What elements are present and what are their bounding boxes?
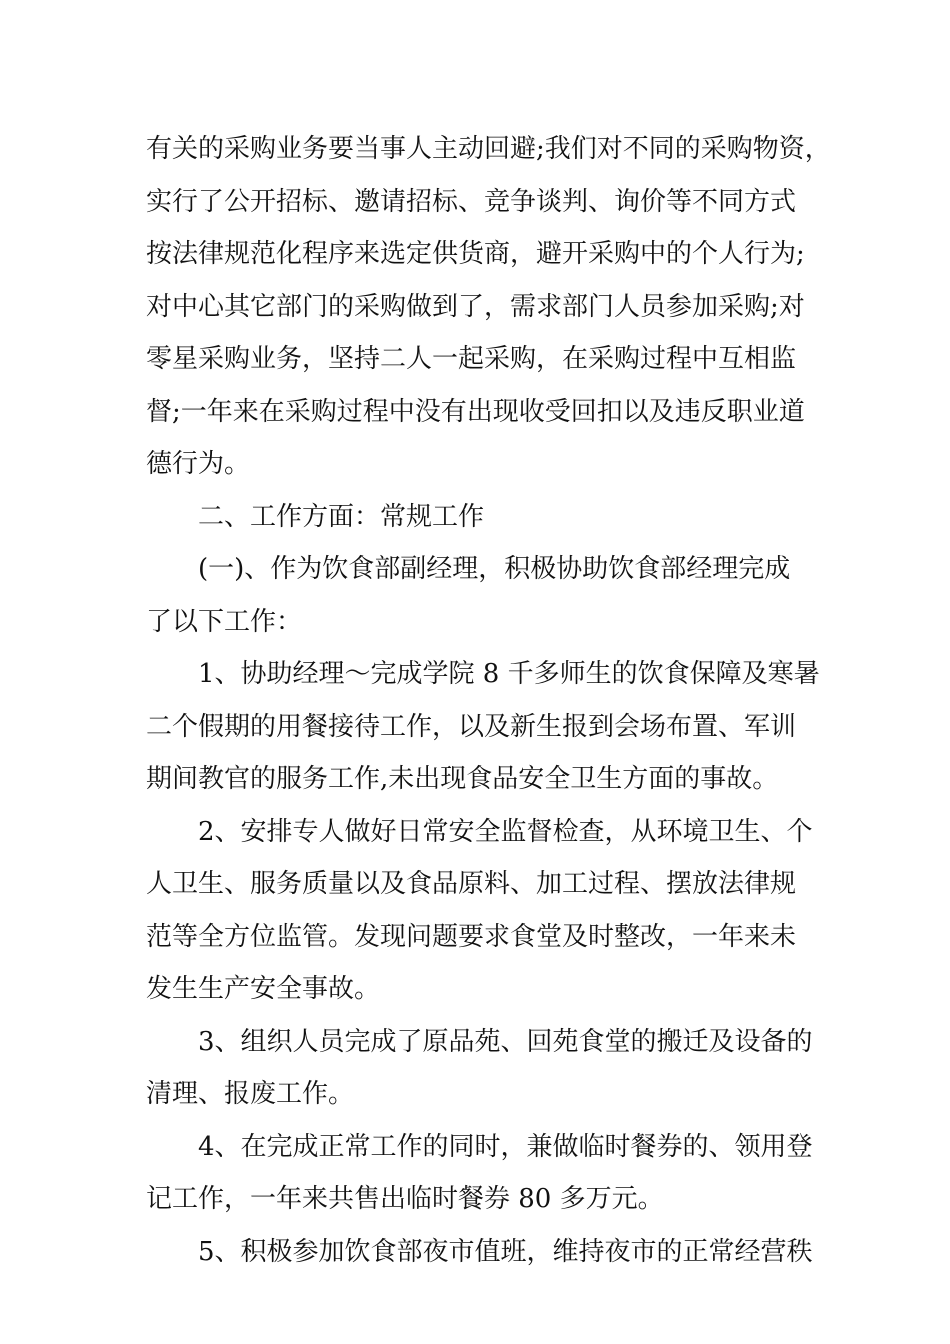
- subsection-heading: (一)、作为饮食部副经理，积极协助饮食部经理完成: [198, 554, 791, 584]
- body-text: [146, 123, 831, 1278]
- text-line: 记工作，一年来共售出临时餐券 80 多万元。: [146, 1184, 664, 1214]
- list-item-5: 5、积极参加饮食部夜市值班，维持夜市的正常经营秩: [198, 1236, 813, 1267]
- text-line: 了以下工作：: [146, 606, 303, 637]
- text-line: 按法律规范化程序来选定供货商，避开采购中的个人行为;: [146, 239, 805, 269]
- text-line: 发生生产安全事故。: [146, 974, 381, 1004]
- text-line: 对中心其它部门的采购做到了，需求部门人员参加采购;对: [146, 291, 805, 322]
- text-line: 范等全方位监管。发现问题要求食堂及时整改，一年来未: [146, 921, 797, 952]
- list-item-4: 4、在完成正常工作的同时，兼做临时餐券的、领用登: [198, 1131, 813, 1162]
- text-line: 人卫生、服务质量以及食品原料、加工过程、摆放法律规: [146, 869, 797, 899]
- list-item-2: 2、安排专人做好日常安全监督检查，从环境卫生、个: [198, 816, 813, 847]
- text-line: 有关的采购业务要当事人主动回避;我们对不同的采购物资，: [146, 134, 831, 164]
- list-item-1: 1、协助经理～完成学院 8 千多师生的饮食保障及寒暑: [198, 659, 820, 689]
- section-heading: 二、工作方面：常规工作: [198, 501, 485, 532]
- text-line: 二个假期的用餐接待工作，以及新生报到会场布置、军训: [146, 711, 797, 742]
- text-line: 督;一年来在采购过程中没有出现收受回扣以及违反职业道: [146, 396, 805, 427]
- text-line: 期间教官的服务工作,未出现食品安全卫生方面的事故。: [146, 764, 779, 794]
- text-line: 实行了公开招标、邀请招标、竞争谈判、询价等不同方式: [146, 186, 797, 217]
- text-line: 零星采购业务，坚持二人一起采购，在采购过程中互相监: [146, 344, 797, 374]
- text-line: 清理、报废工作。: [146, 1079, 355, 1109]
- text-line: 德行为。: [146, 449, 251, 479]
- list-item-3: 3、组织人员完成了原品苑、回苑食堂的搬迁及设备的: [198, 1026, 813, 1057]
